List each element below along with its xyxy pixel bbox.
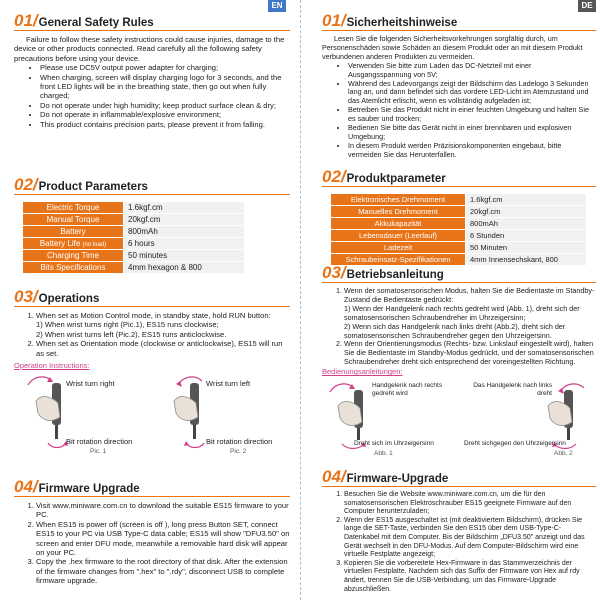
table-row xyxy=(331,206,587,218)
section-title: General Safety Rules xyxy=(38,17,154,29)
figure-caption: Abb. 2 xyxy=(554,450,573,458)
section-title: Firmware Upgrade xyxy=(38,483,140,495)
param-value: 1.6kgf.cm xyxy=(466,194,587,206)
section-header xyxy=(14,10,290,31)
figure-label-top: Handgelenk nach rechts gedreht wird xyxy=(372,382,443,397)
sub-step: 2) Wenn sich das Handgelenk nach links dreht (Abb.2), dreht sich der somatosensorischen Schraubendreher gegen den Uhrzeigersinn. xyxy=(344,321,566,340)
table-row xyxy=(23,238,245,250)
list-item: • Während des Ladevorgangs zeigt der Bildschirm das Ladelogo 3 Sekunden lang an, und dann befindet sich das vordere LED-Licht im Atemzustand und das Atemlicht erlischt, wenn es vollständig aufgeladen ist; xyxy=(348,80,596,107)
section-title: Product Parameters xyxy=(38,181,148,193)
safety-intro: Lesen Sie die folgenden Sicherheitsvorkehrungen sorgfältig durch, um Personenschäden sowie Schäden an diesem Produkt oder an mit diesem Produkt verbundenen anderen Produkten zu vermeiden. xyxy=(322,34,583,61)
list-item: • Verwenden Sie bitte zum Laden das DC-Netzteil mit einer Ausgangsspannung von 5V; xyxy=(348,62,596,80)
param-key-label: Battery Life xyxy=(39,239,81,248)
param-key: Schraubeinsatz-Spezifikationen xyxy=(331,254,466,266)
param-value: 800mAh xyxy=(466,218,587,230)
param-value: 50 Minuten xyxy=(466,242,587,254)
list-item: 1. Visit www.miniware.com.cn to download the suitable ES15 firmware to your PC. xyxy=(36,501,290,520)
table-row xyxy=(23,262,245,274)
param-value: 20kgf.cm xyxy=(466,206,587,218)
section-header xyxy=(14,476,290,497)
param-value: 6 Stunden xyxy=(466,230,587,242)
sub-step: 1) When wrist turns right (Pic.1), ES15 runs clockwise; xyxy=(36,320,219,330)
figure-title: Bedienungsanleitungen: xyxy=(322,367,403,377)
table-row xyxy=(23,250,245,262)
param-key: Manuelles Drehmoment xyxy=(331,206,466,218)
param-key: Akkukapazität xyxy=(331,218,466,230)
operation-figures xyxy=(322,378,596,458)
param-key xyxy=(23,238,124,250)
list-item: • Bedienen Sie bitte das Gerät nicht in einer brennbaren und explosiven Umgebung; xyxy=(348,124,596,142)
param-value: 1.6kgf.cm xyxy=(124,202,245,214)
param-value: 50 minutes xyxy=(124,250,245,262)
list-item: • Betreiben Sie das Produkt nicht in einer feuchten Umgebung und halten Sie es sauber und trocken; xyxy=(348,106,596,124)
parameters-section xyxy=(14,174,290,274)
figure-wrist-left xyxy=(464,378,600,464)
section-number: 03/ xyxy=(322,263,346,282)
section-header xyxy=(322,166,596,187)
section-number: 03/ xyxy=(14,287,38,306)
list-item: 1. Besuchen Sie die Website www.miniware.com.cn, um die für den somatosensorischen Elektroschrauber ES15 geeignete Firmware auf den Computer herunterzuladen; xyxy=(344,491,596,517)
step-text: When set as Motion Control mode, in standby state, hold RUN button: xyxy=(36,311,271,320)
parameters-table xyxy=(330,193,587,266)
table-row xyxy=(331,194,587,206)
step-text: Wenn der somatosensorischen Modus, halten Sie die Bedientaste im Standby-Zustand die Bedientaste gedrückt: xyxy=(344,286,595,304)
operations-list xyxy=(14,311,290,358)
param-value: 800mAh xyxy=(124,226,245,238)
table-row xyxy=(23,226,245,238)
operations-list xyxy=(322,287,596,367)
figure-label-top: Wrist turn left xyxy=(206,379,251,389)
firmware-steps xyxy=(322,491,596,594)
firmware-section xyxy=(322,466,596,594)
param-key: Charging Time xyxy=(23,250,124,262)
figure-caption: Pic. 2 xyxy=(230,448,247,456)
section-header xyxy=(322,466,596,487)
safety-list xyxy=(14,63,290,129)
section-number: 04/ xyxy=(322,467,346,486)
section-title: Sicherheitshinweise xyxy=(346,17,458,29)
operations-section xyxy=(322,262,596,458)
param-key: Lebensdauer (Leerlauf) xyxy=(331,230,466,242)
table-row xyxy=(23,202,245,214)
section-header xyxy=(14,286,290,307)
sub-step: 2) When wrist turns left (Pic.2), ES15 runs anticlockwise. xyxy=(36,329,227,339)
figure-label-bottom: Dreht sichgegen den Uhrzeigersinn xyxy=(464,440,566,448)
param-key-note: (no load) xyxy=(82,242,107,248)
param-value: 4mm hexagon & 800 xyxy=(124,262,245,274)
param-value: 6 hours xyxy=(124,238,245,250)
table-row xyxy=(23,214,245,226)
param-value: 20kgf.cm xyxy=(124,214,245,226)
list-item: • Do not operate in inflammable/explosive environment; xyxy=(40,110,290,119)
param-key: Bits Specifications xyxy=(23,262,124,274)
figure-label-top: Wrist turn right xyxy=(66,379,115,389)
param-key: Elektronisches Drehmoment xyxy=(331,194,466,206)
list-item: 2. When ES15 is power off (screen is off ), long press Button SET, connect ES15 to your PC via USB Type-C data cable; ES15 will show "DFU3.50" on screen and enter DFU mode, meanwhile a removable hard disk will appear on your PC. xyxy=(36,520,290,558)
figure-label-top: Das Handgelenk nach links dreht xyxy=(473,382,552,397)
list-item: 2. When set as Orientation mode (clockwise or anticlockwise), ES15 will run as set. xyxy=(36,339,290,358)
figure-label-bottom: Dreht sich im Uhrzeigersinn xyxy=(354,440,434,448)
parameters-table xyxy=(22,201,245,274)
param-key: Battery xyxy=(23,226,124,238)
section-title: Operations xyxy=(38,293,100,305)
section-number: 02/ xyxy=(322,167,346,186)
section-number: 01/ xyxy=(322,11,346,30)
list-item: • When charging, screen will display charging logo for 3 seconds, and the front LED lights will be in the breathing state, then go out when fully charged; xyxy=(40,73,290,101)
german-column xyxy=(308,0,600,600)
list-item: • In diesem Produkt werden Präzisionskomponenten eingebaut, bitte vermeiden Sie das Herunterfallen. xyxy=(348,142,596,160)
list-item xyxy=(36,311,290,339)
figure-wrist-right xyxy=(22,371,154,457)
figure-label-bottom: Bit rotation direction xyxy=(206,437,273,447)
section-title: Produktparameter xyxy=(346,173,446,185)
figure-caption: Pic. 1 xyxy=(90,448,107,456)
language-badge-de: DE xyxy=(578,0,596,12)
section-title: Firmware-Upgrade xyxy=(346,473,449,485)
param-key: Manual Torque xyxy=(23,214,124,226)
list-item: 3. Copy the .hex firmware to the root directory of that disk. After the extension of the firmware changes from ".hex" to ".rdy", disconnect USB to complete firmware upgrade. xyxy=(36,557,290,585)
table-row xyxy=(331,218,587,230)
section-number: 04/ xyxy=(14,477,38,496)
section-title: Betriebsanleitung xyxy=(346,269,444,281)
language-badge-en: EN xyxy=(268,0,286,12)
param-key: Electric Torque xyxy=(23,202,124,214)
list-item: 2. Wenn der ES15 ausgeschaltet ist (mit deaktiviertem Bildschirm), drücken Sie lange die SET-Taste, verbinden Sie den ES15 über dem USB-Type-C-Datenkabel mit dem Computer. Bis der Bildschirm „DFU3.50" anzeigt und das Gerät wechselt in den DFU-Modus. Auf dem Computer-Bildschirm wird eine virtuelle Festplatte angezeigt; xyxy=(344,517,596,560)
section-number: 02/ xyxy=(14,175,38,194)
safety-section xyxy=(322,10,596,160)
safety-list xyxy=(322,62,596,160)
section-header xyxy=(322,262,596,283)
figure-wrist-right xyxy=(324,378,456,464)
section-header xyxy=(322,10,596,31)
param-key: Ladezeit xyxy=(331,242,466,254)
figure-label-bottom: Bit rotation direction xyxy=(66,437,133,447)
list-item: 3. Kopieren Sie die vorbereitete Hex-Firmware in das Stammverzeichnis der virtuellen Festplatte. Nachdem sich das Suffix der Firmware von Hex auf rdy ändert, trennen Sie die USB-Verbindung, um das Firmware-Upgrade abzuschließen. xyxy=(344,560,596,594)
table-row xyxy=(331,242,587,254)
figure-title: Operation Instructions: xyxy=(14,361,90,371)
figure-caption: Abb. 1 xyxy=(374,450,393,458)
table-row xyxy=(331,230,587,242)
list-item xyxy=(344,287,596,340)
parameters-section xyxy=(322,166,596,266)
safety-section xyxy=(14,10,290,129)
firmware-section xyxy=(14,476,290,586)
list-item: • This product contains precision parts, please prevent it from falling. xyxy=(40,120,290,129)
list-item: • Do not operate under high humidity; keep product surface clean & dry; xyxy=(40,101,290,110)
section-number: 01/ xyxy=(14,11,38,30)
operations-section xyxy=(14,286,290,457)
list-item: 2. Wenn der Orientierungsmodus (Rechts- bzw. Linkslauf eingestellt wird), halten Sie die Bedientaste im Standby-Modus gedrückt, und der somatosensorischen Schraubendreher dreht sich entsprechend der voreingestellten Richtung. xyxy=(344,340,596,367)
english-column xyxy=(0,0,294,600)
sub-step: 1) Wenn der Handgelenk nach rechts gedreht wird (Abb. 1), dreht sich der somatosensorischen Schraubendreher im Uhrzeigersinn; xyxy=(344,303,580,322)
list-item: • Please use DC5V output power adapter for charging; xyxy=(40,63,290,72)
firmware-steps xyxy=(14,501,290,586)
safety-intro: Failure to follow these safety instructions could cause injuries, damage to the device or other products connected. Read carefully all the following safety precautions before using your device. xyxy=(14,35,285,63)
section-header xyxy=(14,174,290,195)
param-value: 4mm Innensechskant, 800 xyxy=(466,254,587,266)
operation-figures xyxy=(14,371,290,457)
column-divider xyxy=(300,0,301,600)
figure-wrist-left xyxy=(160,371,292,457)
